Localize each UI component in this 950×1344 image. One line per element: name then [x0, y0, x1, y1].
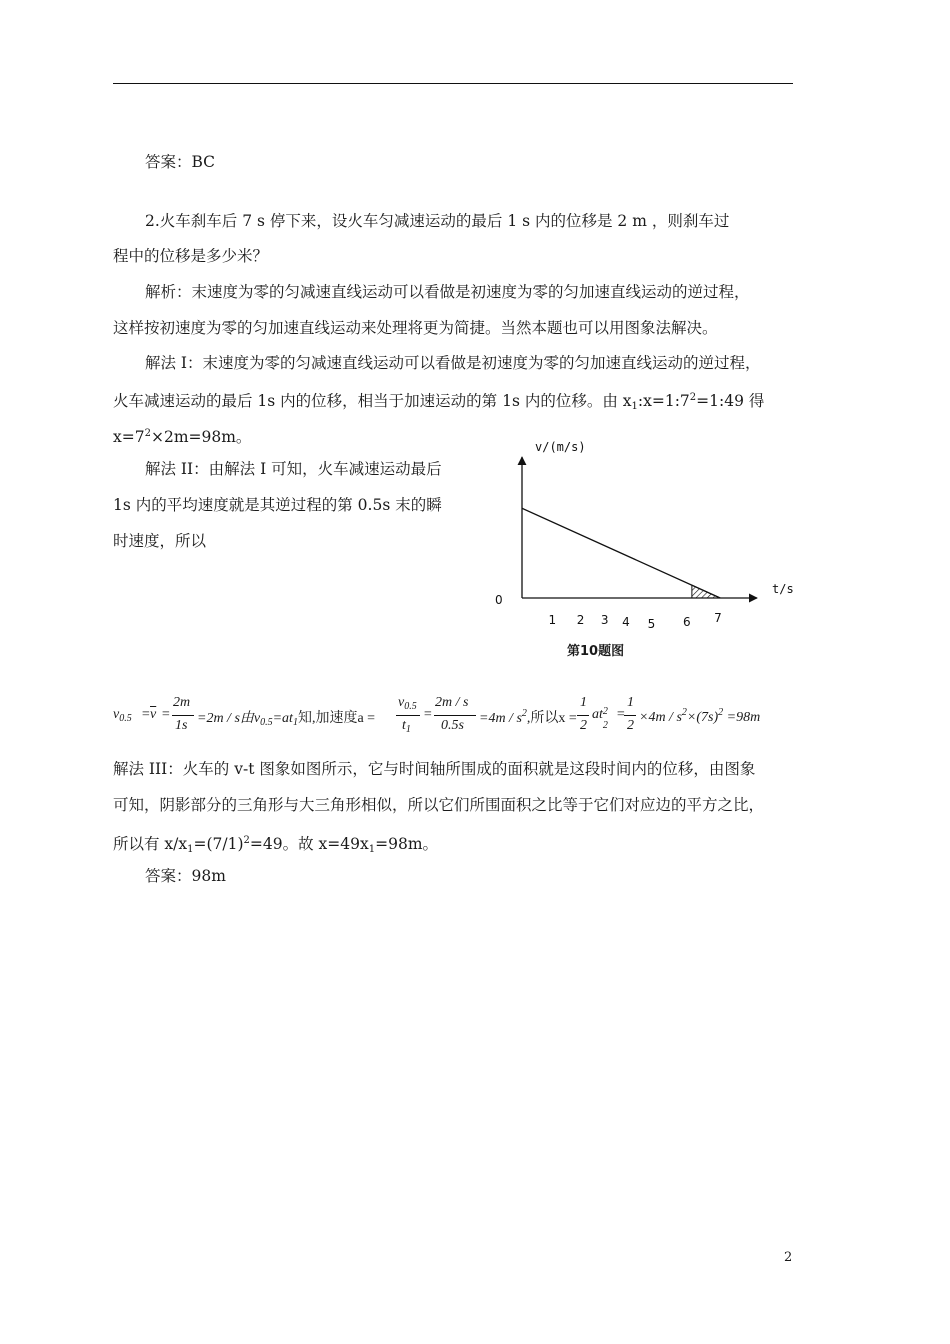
x-tick-label: 3: [600, 613, 609, 627]
frac-5-bar: [624, 715, 636, 716]
formula-v05: $v_{0.5}$: [113, 707, 132, 724]
answer-1: 答案：BC: [145, 153, 216, 171]
vt-graph-figure: [485, 435, 805, 660]
formula-segment-3: $=4m / s^2$,所以x =: [479, 708, 577, 726]
method-3-line-1: 解法 III：火车的 v-t 图象如图所示，它与时间轴所围成的面积就是这段时间内的位移，由图象: [113, 760, 756, 778]
analysis-line-2: 这样按初速度为零的匀加速直线运动来处理将更为简捷。当然本题也可以用图象法解决。: [113, 319, 718, 337]
formula-eq: =: [616, 707, 626, 722]
frac-5-den: 2: [627, 718, 634, 733]
formula-eq: =: [423, 707, 433, 722]
formula-eq: =: [141, 707, 151, 722]
figure-caption: 第10题图: [567, 644, 625, 659]
page-number: 2: [784, 1250, 793, 1265]
frac-2-den: $t_1$: [402, 718, 411, 735]
header-rule: [113, 83, 793, 84]
x-tick-label: 2: [576, 613, 585, 627]
frac-4-num: 1: [580, 695, 587, 710]
method-3-line-3: 所以有 $x/x_1=(7/1)^2=49$。故 $x=49x_1=98m$。: [113, 835, 439, 855]
x-tick-label: 1: [548, 613, 557, 627]
frac-2-num: $v_{0.5}$: [398, 695, 417, 712]
method-1-line-1: 解法 I：末速度为零的匀减速直线运动可以看做是初速度为零的匀加速直线运动的逆过程，: [145, 354, 761, 372]
frac-3-den: 0.5s: [441, 718, 464, 733]
formula-vbar: $\overline{v}$: [150, 707, 157, 722]
frac-5-num: 1: [627, 695, 634, 710]
frac-2-bar: [396, 715, 420, 716]
method-1-line-3: $x=7^2\times 2m=98m$。: [113, 428, 252, 446]
x-tick-label: 5: [647, 617, 656, 631]
vt-graph: [485, 435, 805, 635]
question-2-line-1: 2.火车刹车后 7 s 停下来，设火车匀减速运动的最后 1 s 内的位移是 2 m ，则刹车过: [145, 212, 730, 230]
x-tick-label: 4: [622, 615, 630, 629]
answer-2: 答案：98m: [145, 867, 226, 885]
velocity-line: [522, 508, 720, 598]
frac-1-bar: [172, 715, 194, 716]
y-axis-label: v/(m/s): [535, 440, 586, 454]
question-2-line-2: 程中的位移是多少米？: [113, 247, 269, 265]
frac-4-bar: [577, 715, 589, 716]
frac-1-num: 2m: [173, 695, 191, 710]
formula-segment-2: =2m / s由$v_{0.5}=at_1$知,加速度a =: [197, 711, 376, 728]
x-axis-label: t/s: [772, 582, 794, 596]
method-2-line-3: 时速度，所以: [113, 532, 207, 550]
x-tick-label: 7: [714, 611, 722, 625]
method-1-line-2: 火车减速运动的最后 1s 内的位移，相当于加速运动的第 1s 内的位移。由 $x_1:x=1:7^2=1:49$ 得: [113, 392, 765, 412]
formula-tail: $\times 4m / s^2\times(7s)^2 =98m$: [639, 707, 761, 725]
formula-eq: =: [161, 707, 171, 722]
formula-at2: at 2 2: [592, 706, 608, 731]
analysis-line-1: 解析：末速度为零的匀减速直线运动可以看做是初速度为零的匀加速直线运动的逆过程，: [145, 283, 750, 301]
origin-label: 0: [495, 593, 503, 607]
frac-1-den: 1s: [175, 718, 188, 733]
method-3-line-2: 可知，阴影部分的三角形与大三角形相似，所以它们所围面积之比等于它们对应边的平方之比，: [113, 796, 765, 814]
frac-4-den: 2: [580, 718, 587, 733]
method-2-line-1: 解法 II：由解法 I 可知，火车减速运动最后: [145, 460, 442, 478]
frac-3-num: 2m / s: [435, 695, 469, 710]
method-2-line-2: 1s 内的平均速度就是其逆过程的第 0.5s 末的瞬: [113, 496, 442, 514]
x-tick-label: 6: [682, 615, 691, 629]
frac-3-bar: [434, 715, 476, 716]
